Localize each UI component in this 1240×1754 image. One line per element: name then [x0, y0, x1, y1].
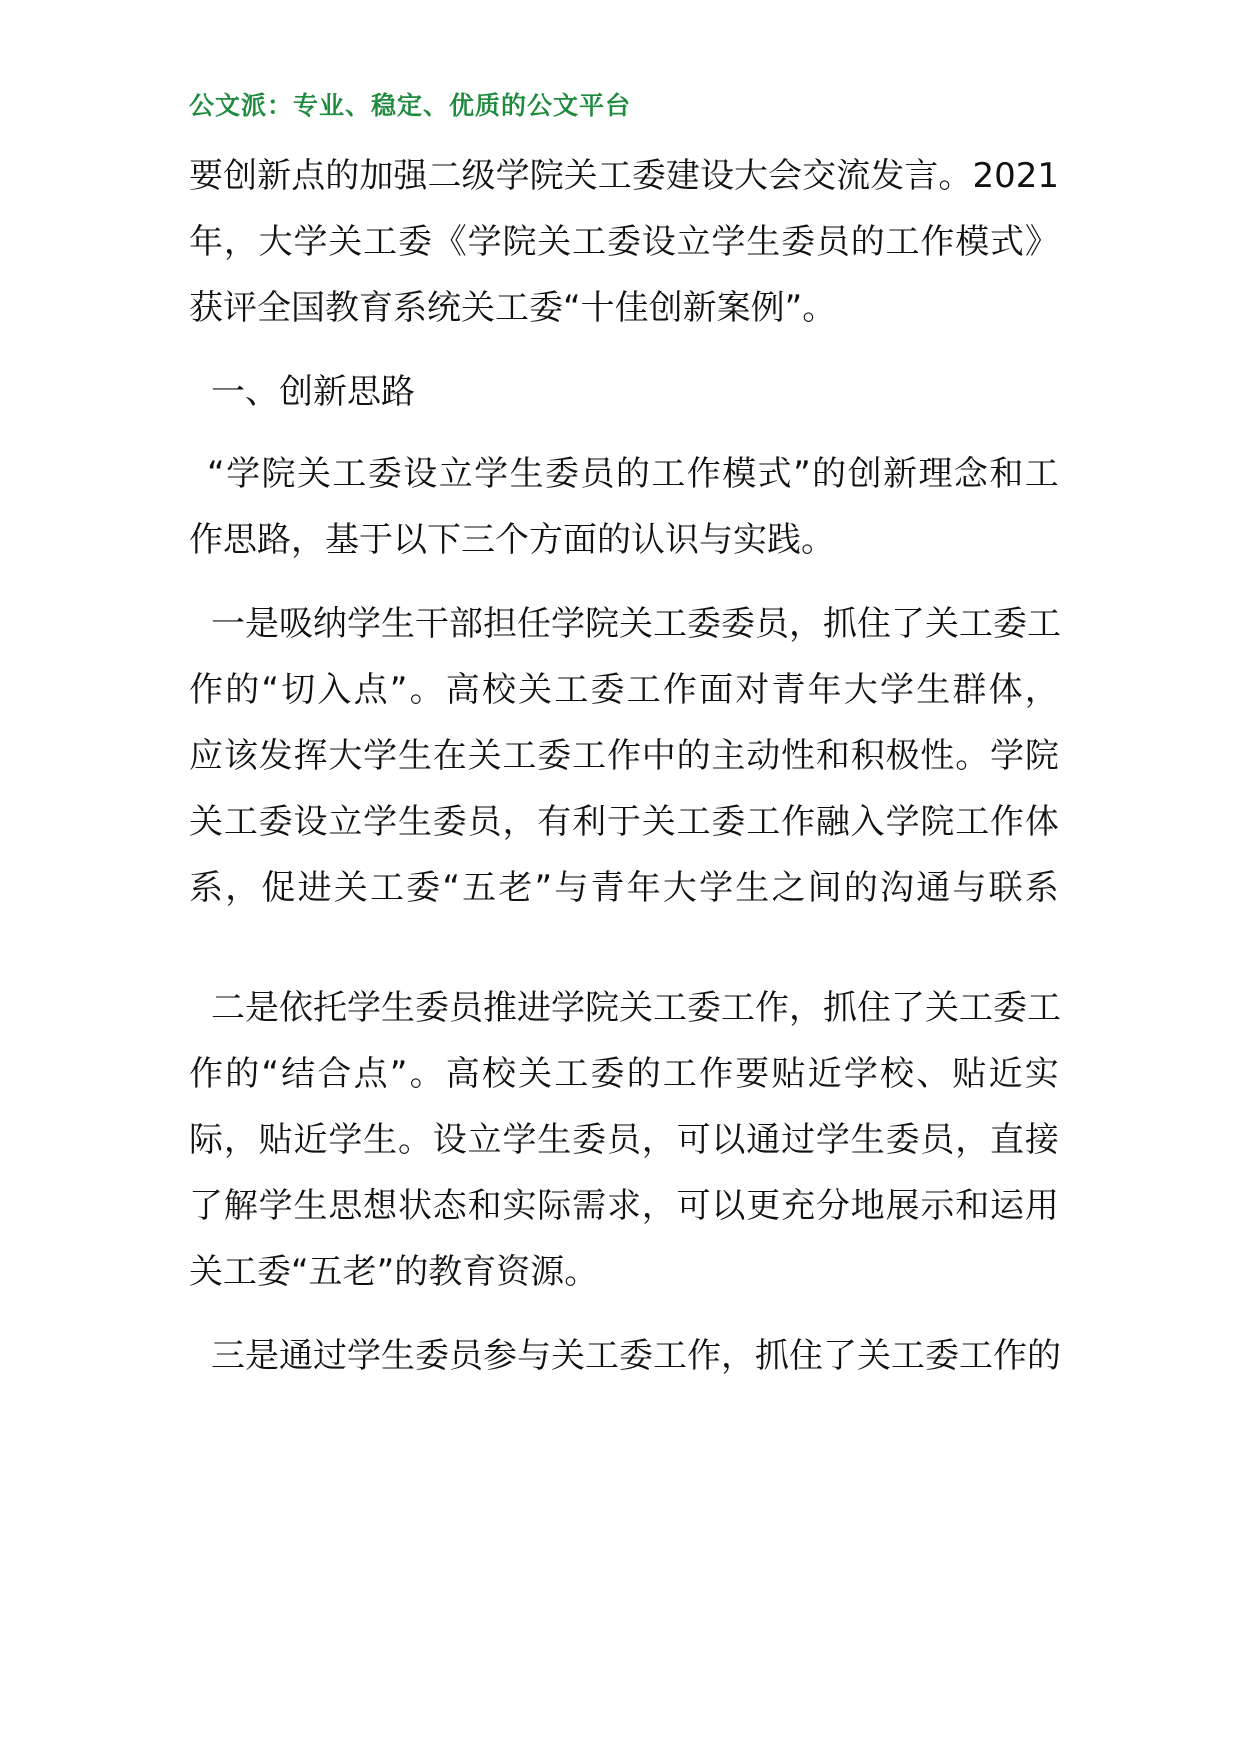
text-line: 作 的 “ 切 入 点 ” 。 高 校 关 工 委 工 作 面 对 青 年 大 学 生 群 体 ，	[189, 670, 1059, 710]
text-line: 了 解 学 生 思 想 状 态 和 实 际 需 求 ， 可 以 更 充 分 地 展 示 和 运 用	[189, 1186, 1059, 1226]
text-line: 获评全国教育系统关工委“十佳创新案例”。	[189, 288, 837, 328]
text-line: 关 工 委 设 立 学 生 委 员 ， 有 利 于 关 工 委 工 作 融 入 学 院 工 作 体	[189, 802, 1059, 842]
text-line: 二 是 依 托 学 生 委 员 推 进 学 院 关 工 委 工 作 ， 抓 住 了 关 工 委 工	[211, 988, 1061, 1028]
text-line: 应 该 发 挥 大 学 生 在 关 工 委 工 作 中 的 主 动 性 和 积 极 性 。 学 院	[189, 736, 1059, 776]
text-line: 年 ， 大 学 关 工 委 《 学 院 关 工 委 设 立 学 生 委 员 的 工 作 模 式 》	[189, 222, 1059, 262]
section-heading: 一、创新思路	[211, 372, 415, 412]
text-line: 系 ， 促 进 关 工 委 “ 五 老 ” 与 青 年 大 学 生 之 间 的 沟 通 与 联 系	[189, 868, 1059, 908]
text-line: “ 学 院 关 工 委 设 立 学 生 委 员 的 工 作 模 式 ” 的 创 新 理 念 和 工	[207, 454, 1059, 494]
text-line: 三 是 通 过 学 生 委 员 参 与 关 工 委 工 作 ， 抓 住 了 关 工 委 工 作 的	[211, 1336, 1061, 1376]
text-line: 作思路，基于以下三个方面的认识与实践。	[189, 520, 835, 560]
text-line: 关工委“五老”的教育资源。	[189, 1252, 599, 1292]
text-line: 际 ， 贴 近 学 生 。 设 立 学 生 委 员 ， 可 以 通 过 学 生 委 员 ， 直 接	[189, 1120, 1059, 1160]
brand-header: 公文派：专业、稳定、优质的公文平台	[189, 91, 632, 120]
text-line: 要 创 新 点 的 加 强 二 级 学 院 关 工 委 建 设 大 会 交 流 发 言 。 2021	[189, 156, 1059, 196]
text-line: 作 的 “ 结 合 点 ” 。 高 校 关 工 委 的 工 作 要 贴 近 学 校 、 贴 近 实	[189, 1054, 1059, 1094]
text-line: 一 是 吸 纳 学 生 干 部 担 任 学 院 关 工 委 委 员 ， 抓 住 了 关 工 委 工	[211, 604, 1061, 644]
